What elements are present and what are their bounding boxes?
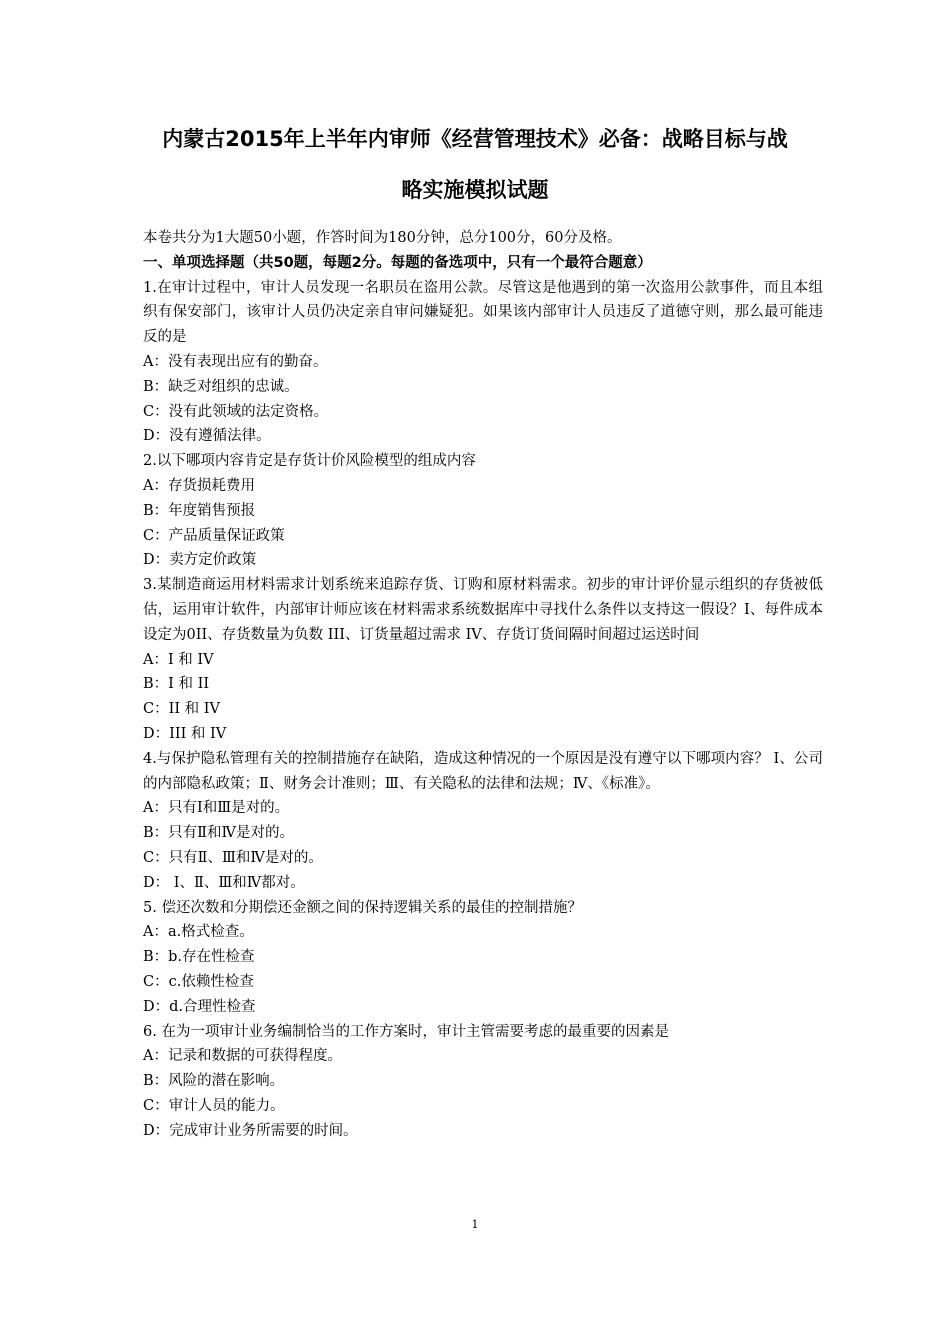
answer-option: B：风险的潜在影响。 [143, 1073, 285, 1090]
answer-option: D：没有遵循法律。 [143, 428, 271, 445]
answer-option: B：缺乏对组织的忠诚。 [143, 378, 299, 395]
answer-option: B：I 和 II [143, 676, 210, 693]
question-text: 4.与保护隐私管理有关的控制措施存在缺陷，造成这种情况的一个原因是没有遵守以下哪项内容？ Ⅰ、公司的内部隐私政策；Ⅱ、财务会计准则；Ⅲ、有关隐私的法律和法规；Ⅳ、《标准》。 [143, 750, 823, 792]
answer-option: C：只有Ⅱ、Ⅲ和Ⅳ是对的。 [143, 849, 323, 866]
question-text: 1.在审计过程中，审计人员发现一名职员在盗用公款。尽管这是他遇到的第一次盗用公款事件，而且本组织有保安部门，该审计人员仍决定亲自审问嫌疑犯。如果该内部审计人员违反了道德守则，那么最可能违反的是 [143, 279, 823, 346]
answer-option: B：只有Ⅱ和Ⅳ是对的。 [143, 825, 294, 842]
answer-option: D：卖方定价政策 [143, 552, 257, 569]
exam-intro: 本卷共分为1大题50小题，作答时间为180分钟，总分100分，60分及格。 [143, 230, 622, 246]
document-title-line-1: 内蒙古2015年上半年内审师《经营管理技术》必备：战略目标与战 [162, 127, 788, 151]
question-text: 3.某制造商运用材料需求计划系统来追踪存货、订购和原材料需求。初步的审计评价显示组织的存货被低估，运用审计软件，内部审计师应该在材料需求系统数据库中寻找什么条件以支持这一假设？I、每件成本设定为0II、存货数量为负数 III、订货量超过需求 IV、存货订货间隔时间超过运送时间 [143, 577, 823, 643]
question-block [143, 276, 823, 450]
answer-option: A：a.格式检查。 [143, 924, 254, 941]
question-block [143, 896, 823, 1020]
answer-option: A：存货损耗费用 [143, 477, 255, 494]
document-title-line-2: 略实施模拟试题 [401, 178, 549, 202]
answer-option: B：年度销售预报 [143, 502, 256, 519]
answer-option: C：c.依赖性检查 [143, 973, 254, 990]
answer-option: C：产品质量保证政策 [143, 527, 285, 544]
answer-option: A：I 和 IV [143, 651, 214, 668]
question-block [143, 747, 823, 896]
answer-option: C：审计人员的能力。 [143, 1097, 285, 1114]
question-text: 2.以下哪项内容肯定是存货计价风险模型的组成内容 [143, 453, 476, 470]
answer-option: C：II 和 IV [143, 701, 220, 718]
document-body [143, 226, 823, 1143]
answer-option: D：III 和 IV [143, 725, 227, 742]
question-text: 6. 在为一项审计业务编制恰当的工作方案时，审计主管需要考虑的最重要的因素是 [143, 1023, 669, 1040]
answer-option: D： Ⅰ、Ⅱ、Ⅲ和Ⅳ都对。 [143, 874, 305, 891]
answer-option: D：d.合理性检查 [143, 998, 256, 1015]
answer-option: B：b.存在性检查 [143, 949, 255, 966]
answer-option: C：没有此领域的法定资格。 [143, 403, 329, 420]
question-text: 5. 偿还次数和分期偿还金额之间的保持逻辑关系的最佳的控制措施？ [143, 899, 582, 916]
section-heading: 一、单项选择题（共50题，每题2分。每题的备选项中，只有一个最符合题意） [143, 254, 652, 271]
answer-option: D：完成审计业务所需要的时间。 [143, 1122, 358, 1139]
answer-option: A：记录和数据的可获得程度。 [143, 1048, 342, 1065]
answer-option: A：只有Ⅰ和Ⅲ是对的。 [143, 800, 290, 817]
question-block [143, 1020, 823, 1144]
page-number: 1 [471, 1218, 479, 1231]
question-block [143, 573, 823, 747]
answer-option: A：没有表现出应有的勤奋。 [143, 353, 328, 370]
question-block [143, 449, 823, 573]
